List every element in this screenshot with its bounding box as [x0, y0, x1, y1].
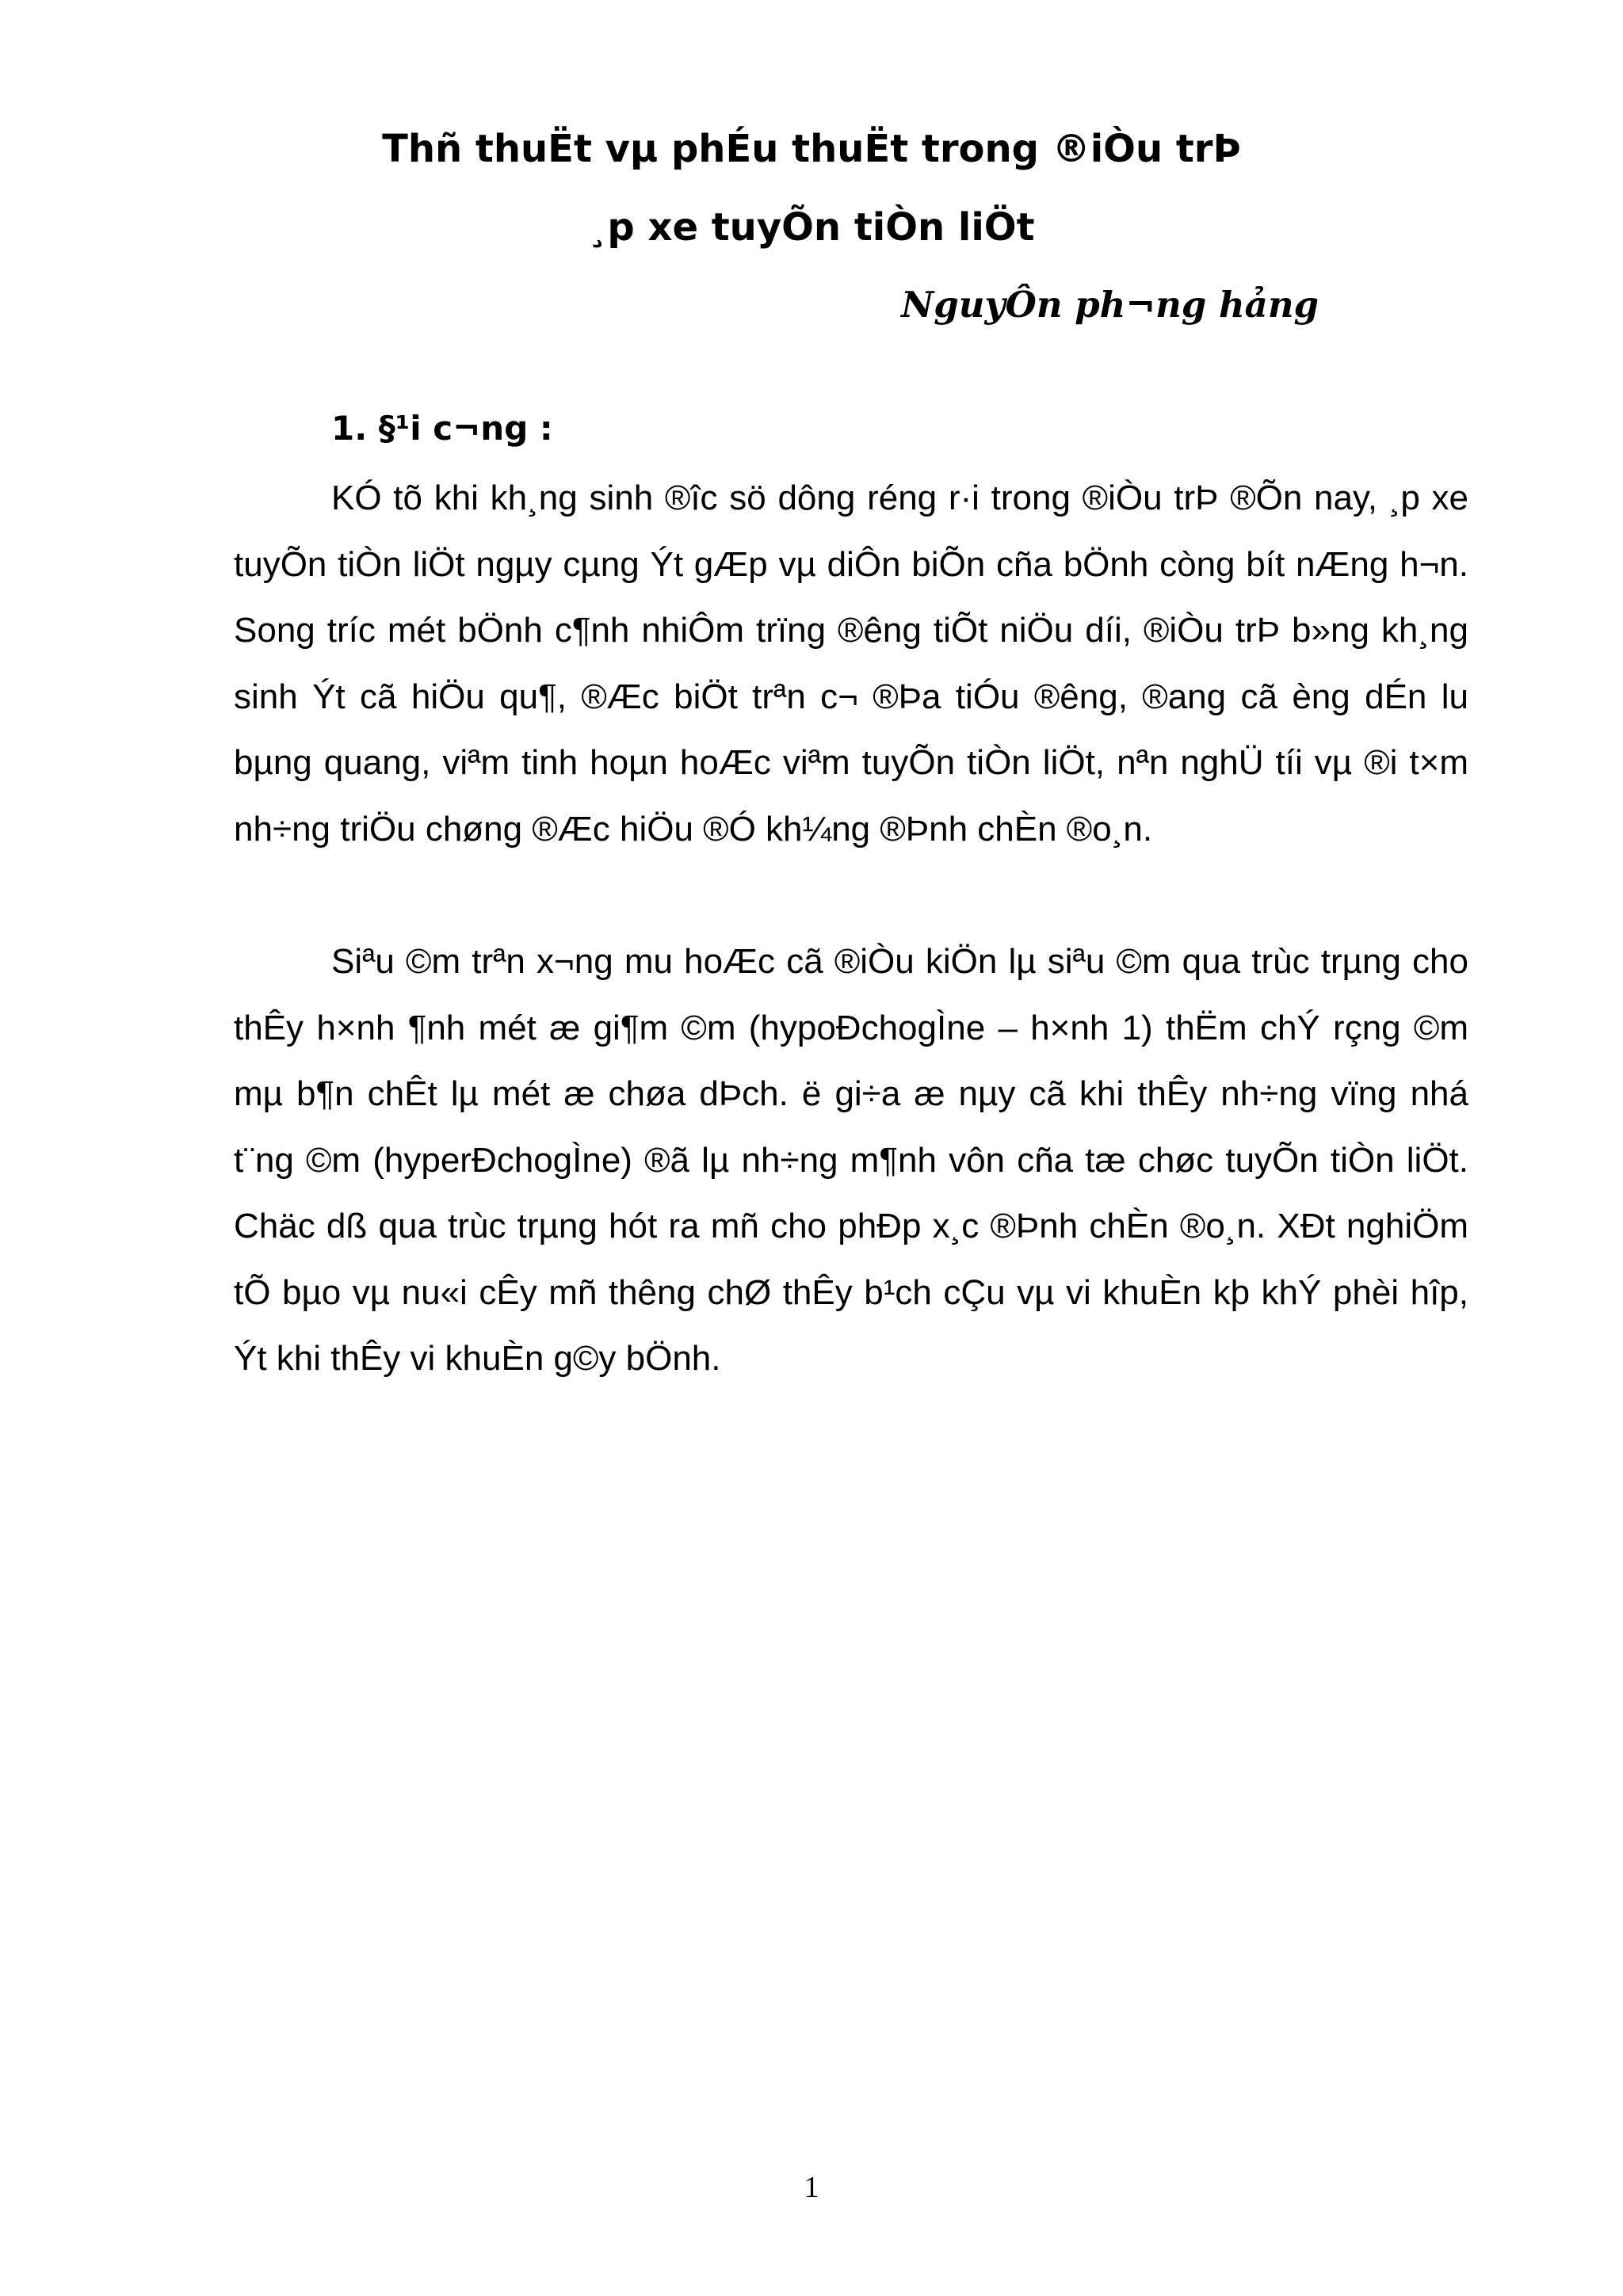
author-name: NguyÔn ph¬ng hảng	[901, 284, 1319, 326]
page-number: 1	[804, 2171, 819, 2204]
section-heading: 1. §¹i c¬ng :	[331, 409, 553, 448]
document-title-line-1: Thñ thuËt vµ phÉu thuËt trong ®iÒu trÞ	[382, 127, 1241, 171]
body-paragraph: Siªu ©m trªn x¬ng mu hoÆc cã ®iÒu kiÖn lµ siªu ©m qua trùc trµng cho thÊy h×nh ¶nh mét æ gi¶m ©m (hypoÐchogÌne – h×nh 1) thËm chÝ rçng ©m mµ b¶n chÊt lµ mét æ chøa dÞch. ë gi÷a æ nµy cã khi thÊy nh÷ng vïng nhá t¨ng ©m (hyperÐchogÌne) ®ã lµ nh÷ng m¶nh vôn cña tæ chøc tuyÕn tiÒn liÖt. Chäc dß qua trùc trµng hót ra mñ cho phÐp x¸c ®Þnh chÈn ®o¸n. XÐt nghiÖm tÕ bµo vµ nu«i cÊy mñ thêng chØ thÊy b¹ch cÇu vµ vi khuÈn kþ khÝ phèi hîp, Ýt khi thÊy vi khuÈn g©y bÖnh.	[234, 942, 1468, 1378]
document-title-line-2: ¸p xe tuyÕn tiÒn liÖt	[588, 205, 1035, 250]
body-paragraph: KÓ tõ khi kh¸ng sinh ®îc sö dông réng r·i trong ®iÒu trÞ ®Õn nay, ¸p xe tuyÕn tiÒn liÖt ngµy cµng Ýt gÆp vµ diÔn biÕn cña bÖnh còng bít nÆng h¬n. Song tríc mét bÖnh c¶nh nhiÔm trïng ®êng tiÕt niÖu díi, ®iÒu trÞ b»ng kh¸ng sinh Ýt cã hiÖu qu¶, ®Æc biÖt trªn c¬ ®Þa tiÓu ®êng, ®ang cã èng dÉn lu bµng quang, viªm tinh hoµn hoÆc viªm tuyÕn tiÒn liÖt, nªn nghÜ tíi vµ ®i t×m nh÷ng triÖu chøng ®Æc hiÖu ®Ó kh¼ng ®Þnh chÈn ®o¸n.	[234, 479, 1468, 849]
